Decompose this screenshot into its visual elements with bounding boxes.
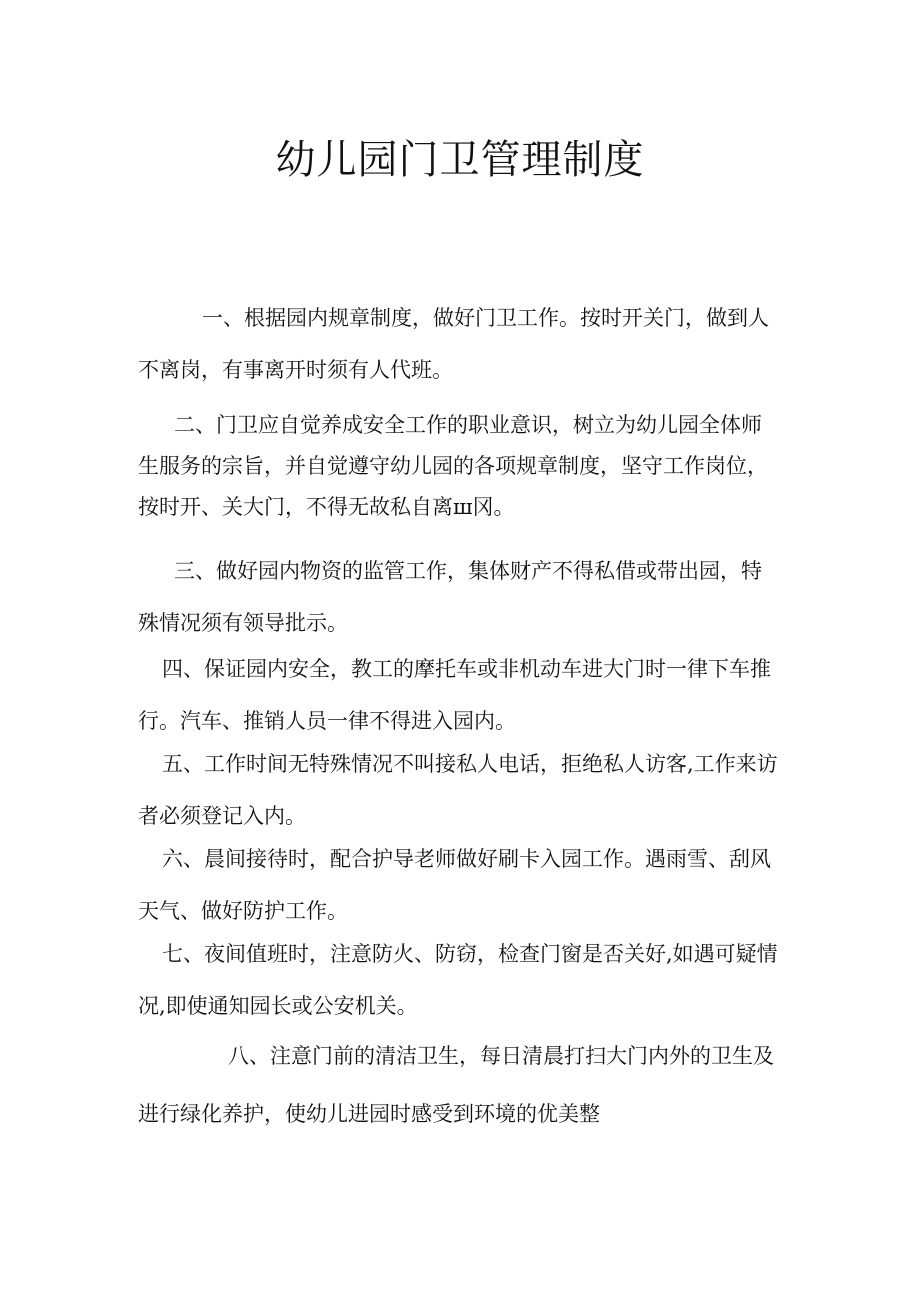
rule-paragraph-7: 七、夜间值班时，注意防火、防窃，检查门窗是否关好,如遇可疑情况,即使通知园长或公安机关。 bbox=[138, 942, 778, 1018]
rule-paragraph-6: 六、晨间接待时，配合护导老师做好刷卡入园工作。遇雨雪、刮风天气、做好防护工作。 bbox=[138, 847, 771, 923]
rule-paragraph-4: 四、保证园内安全，教工的摩托车或非机动车进大门时一律下车推行。汽车、推销人员一律不得进入园内。 bbox=[138, 657, 771, 733]
rule-paragraph-2: 二、门卫应自觉养成安全工作的职业意识，树立为幼儿园全体师生服务的宗旨，并自觉遵守幼儿园的各项规章制度，坚守工作岗位，按时开、关大门，不得无故私自离ш冈。 bbox=[138, 413, 768, 519]
rule-paragraph-1: 一、根据园内规章制度，做好门卫工作。按时开关门，做到人不离岗，有事离开时须有人代班。 bbox=[138, 306, 769, 382]
rule-paragraph-8: 八、注意门前的清洁卫生，每日清晨打扫大门内外的卫生及进行绿化养护，使幼儿进园时感受到环境的优美整 bbox=[138, 1044, 774, 1126]
rule-paragraph-3: 三、做好园内物资的监管工作，集体财产不得私借或带出园，特殊情况须有领导批示。 bbox=[138, 559, 762, 635]
rule-paragraph-5: 五、工作时间无特殊情况不叫接私人电话，拒绝私人访客,工作来访者必须登记入内。 bbox=[138, 752, 778, 828]
document-title: 幼儿园门卫管理制度 bbox=[275, 137, 645, 183]
